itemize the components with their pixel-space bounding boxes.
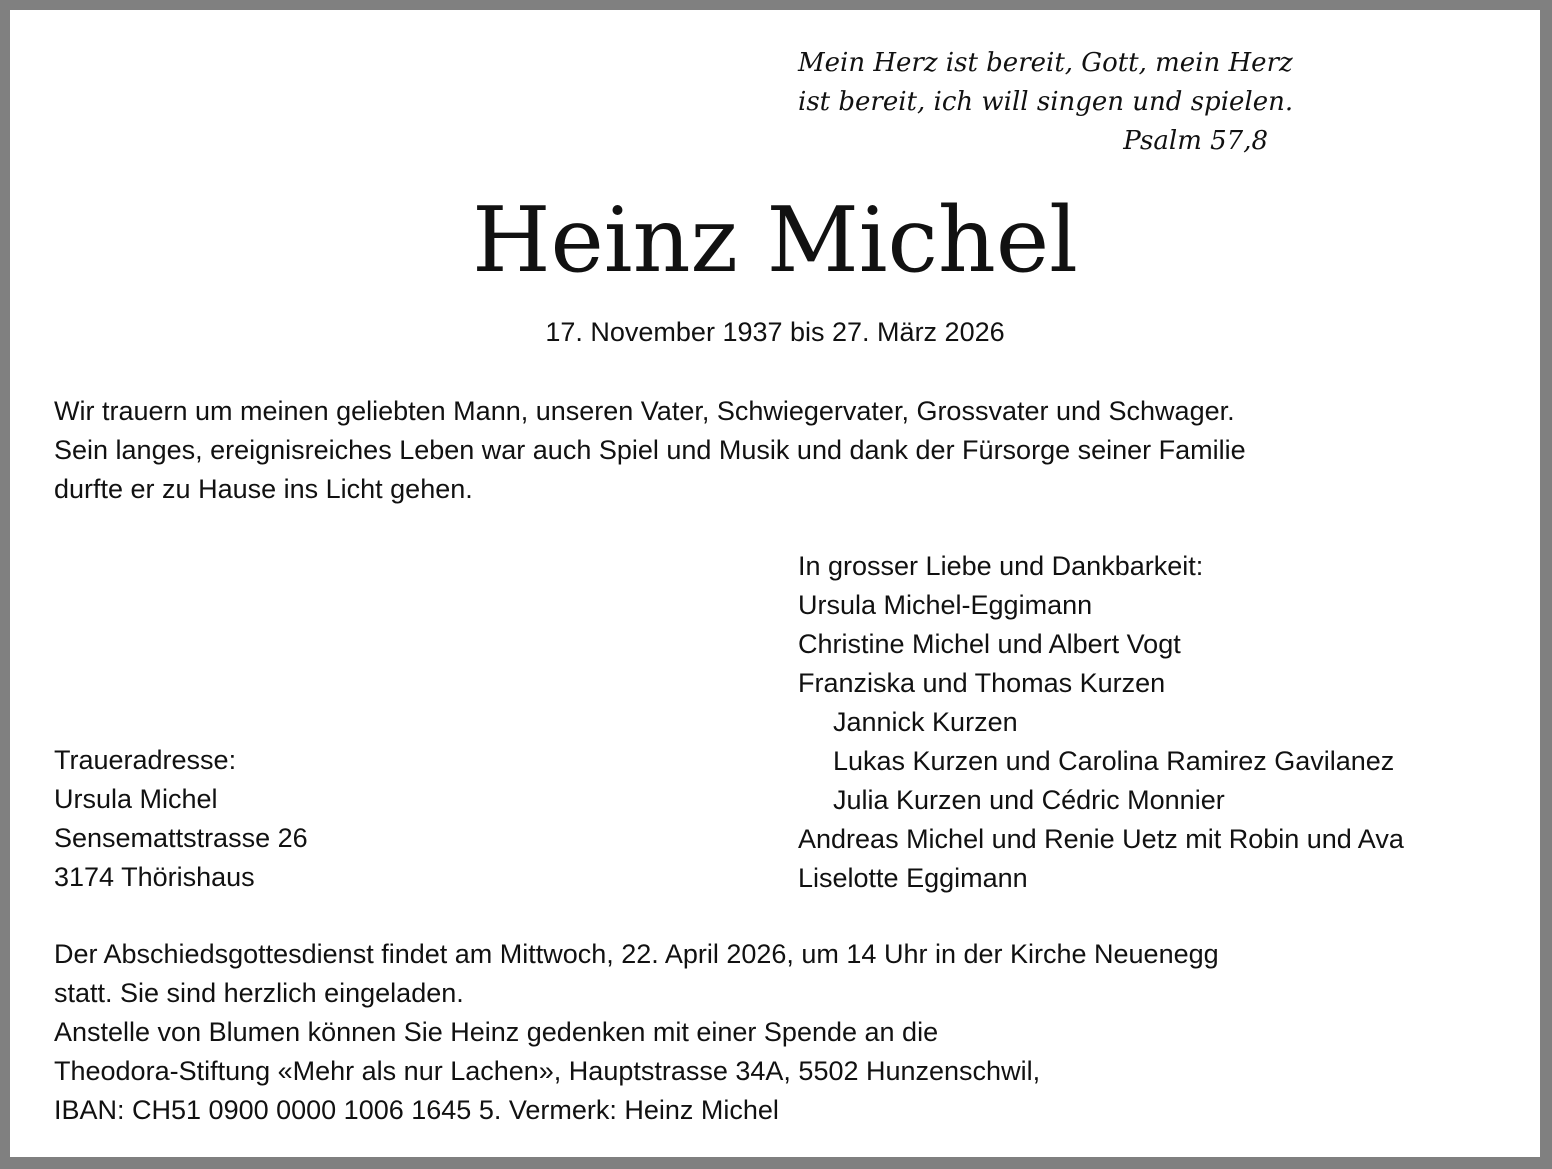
service-line: Anstelle von Blumen können Sie Heinz gedenken mit einer Spende an die <box>54 1017 939 1047</box>
address-label: Traueradresse: <box>54 745 237 775</box>
verse-line: ist bereit, ich will singen und spielen. <box>798 87 1294 117</box>
mourner-line: Lukas Kurzen und Carolina Ramirez Gavilanez <box>833 746 1395 776</box>
service-information <box>54 935 1219 1130</box>
service-line: statt. Sie sind herzlich eingeladen. <box>54 978 464 1008</box>
mourner-line: Ursula Michel-Eggimann <box>798 590 1093 620</box>
address-street: Sensemattstrasse 26 <box>54 823 308 853</box>
mourner-line: Julia Kurzen und Cédric Monnier <box>833 785 1225 815</box>
obituary-page <box>10 10 1540 1157</box>
deceased-name: Heinz Michel <box>472 188 1078 293</box>
message-line: Sein langes, ereignisreiches Leben war auch Spiel und Musik und dank der Fürsorge seiner Familie <box>54 435 1246 465</box>
service-line: Der Abschiedsgottesdienst findet am Mittwoch, 22. April 2026, um 14 Uhr in der Kirche Neuenegg <box>54 939 1219 969</box>
mourner-line: Christine Michel und Albert Vogt <box>798 629 1181 659</box>
message-line: durfte er zu Hause ins Licht gehen. <box>54 474 473 504</box>
address-city: 3174 Thörishaus <box>54 862 255 892</box>
mourner-line: Liselotte Eggimann <box>798 863 1028 893</box>
mourning-address <box>54 741 308 897</box>
mourners-list <box>798 547 1404 898</box>
mourner-line: Jannick Kurzen <box>833 707 1018 737</box>
mourner-line: Franziska und Thomas Kurzen <box>798 668 1166 698</box>
address-name: Ursula Michel <box>54 784 218 814</box>
message-line: Wir trauern um meinen geliebten Mann, unseren Vater, Schwiegervater, Grossvater und Schwager. <box>54 396 1235 426</box>
psalm-verse <box>798 44 1294 161</box>
mourners-heading: In grosser Liebe und Dankbarkeit: <box>798 551 1204 581</box>
service-line: Theodora-Stiftung «Mehr als nur Lachen», Hauptstrasse 34A, 5502 Hunzenschwil, <box>54 1056 1041 1086</box>
verse-source: Psalm 57,8 <box>1123 126 1268 156</box>
service-line: IBAN: CH51 0900 0000 1006 1645 5. Vermerk: Heinz Michel <box>54 1095 779 1125</box>
mourning-message <box>54 392 1246 509</box>
life-dates: 17. November 1937 bis 27. März 2026 <box>545 317 1005 347</box>
verse-line: Mein Herz ist bereit, Gott, mein Herz <box>798 48 1293 78</box>
mourner-line: Andreas Michel und Renie Uetz mit Robin und Ava <box>798 824 1404 854</box>
